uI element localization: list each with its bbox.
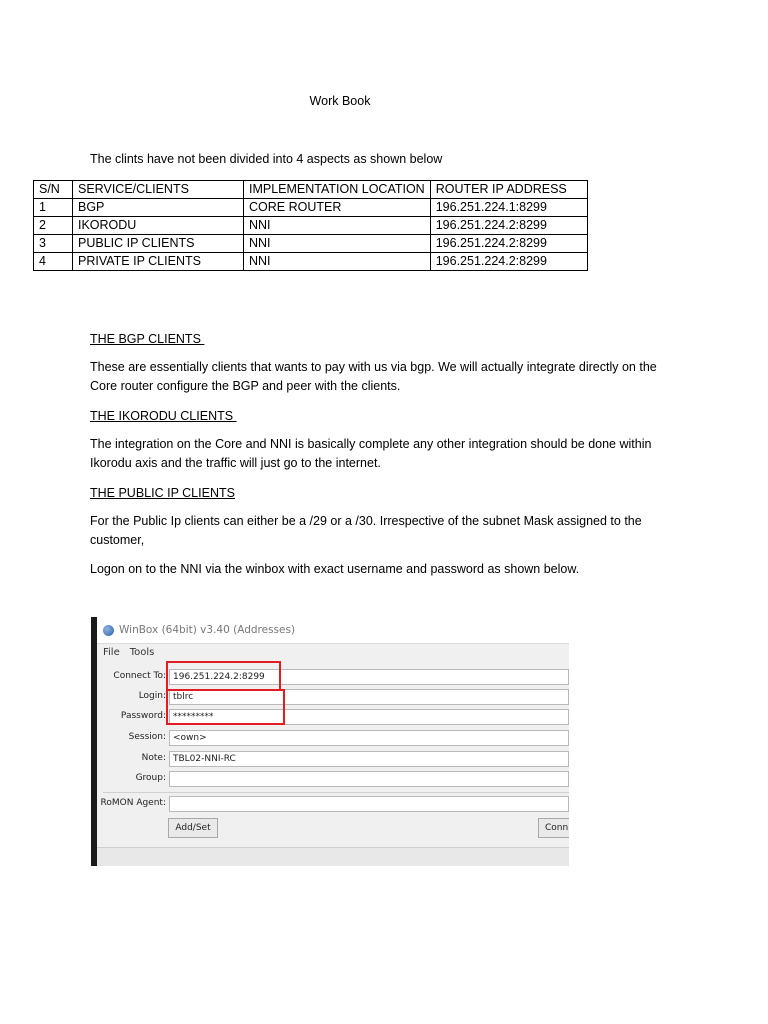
public-heading: THE PUBLIC IP CLIENTS bbox=[90, 486, 235, 500]
cell-sn: 4 bbox=[34, 253, 73, 271]
session-field[interactable]: <own> bbox=[169, 730, 569, 746]
cell-service: IKORODU bbox=[73, 217, 244, 235]
logon-text: Logon on to the NNI via the winbox with exact username and password as shown below. bbox=[90, 562, 580, 576]
menu-tools[interactable]: Tools bbox=[129, 646, 155, 658]
table-row bbox=[34, 253, 588, 271]
cell-location: NNI bbox=[244, 253, 431, 271]
winbox-logo-icon bbox=[103, 625, 114, 636]
header-ip: ROUTER IP ADDRESS bbox=[430, 181, 587, 199]
winbox-statusbar bbox=[97, 847, 569, 866]
add-set-button[interactable]: Add/Set bbox=[168, 818, 218, 838]
winbox-title: WinBox (64bit) v3.40 (Addresses) bbox=[119, 624, 296, 636]
ikorodu-text: The integration on the Core and NNI is basically complete any other integration should be done within Ikorodu axis and the traffic will just go to the internet. bbox=[90, 437, 652, 470]
connect-button[interactable]: Conn bbox=[538, 818, 569, 838]
menu-file[interactable]: File bbox=[103, 646, 120, 658]
bgp-heading: THE BGP CLIENTS bbox=[90, 332, 205, 346]
cell-service: PUBLIC IP CLIENTS bbox=[73, 235, 244, 253]
group-field[interactable] bbox=[169, 771, 569, 787]
connect-to-label: Connect To: bbox=[113, 671, 166, 681]
table-header-row bbox=[34, 181, 588, 199]
public-text: For the Public Ip clients can either be a /29 or a /30. Irrespective of the subnet Mask assigned to the customer, bbox=[90, 514, 642, 547]
cell-ip: 196.251.224.2:8299 bbox=[430, 253, 587, 271]
ikorodu-heading: THE IKORODU CLIENTS bbox=[90, 409, 237, 423]
note-label: Note: bbox=[141, 753, 166, 763]
romon-label: RoMON Agent: bbox=[100, 798, 166, 808]
bgp-text: These are essentially clients that wants to pay with us via bgp. We will actually integrate directly on the Core router configure the BGP and peer with the clients. bbox=[90, 360, 657, 393]
connect-to-field[interactable]: 196.251.224.2:8299 bbox=[169, 669, 569, 685]
cell-ip: 196.251.224.2:8299 bbox=[430, 235, 587, 253]
group-label: Group: bbox=[135, 773, 166, 783]
login-field[interactable]: tblrc bbox=[169, 689, 569, 705]
romon-field[interactable] bbox=[169, 796, 569, 812]
cell-sn: 1 bbox=[34, 199, 73, 217]
cell-location: CORE ROUTER bbox=[244, 199, 431, 217]
header-location: IMPLEMENTATION LOCATION bbox=[244, 181, 431, 199]
page-title: Work Book bbox=[309, 94, 371, 108]
highlight-connect-to bbox=[166, 661, 281, 691]
cell-location: NNI bbox=[244, 217, 431, 235]
session-label: Session: bbox=[128, 732, 166, 742]
login-label: Login: bbox=[138, 691, 166, 701]
winbox-menubar bbox=[97, 644, 569, 660]
cell-sn: 3 bbox=[34, 235, 73, 253]
header-service: SERVICE/CLIENTS bbox=[73, 181, 244, 199]
winbox-separator bbox=[103, 792, 569, 793]
note-field[interactable]: TBL02-NNI-RC bbox=[169, 751, 569, 767]
cell-ip: 196.251.224.1:8299 bbox=[430, 199, 587, 217]
cell-location: NNI bbox=[244, 235, 431, 253]
table-row bbox=[34, 235, 588, 253]
clients-table bbox=[33, 180, 588, 271]
winbox-screenshot bbox=[91, 617, 569, 866]
table-row bbox=[34, 199, 588, 217]
intro-text: The clints have not been divided into 4 aspects as shown below bbox=[90, 152, 443, 166]
cell-sn: 2 bbox=[34, 217, 73, 235]
table-row bbox=[34, 217, 588, 235]
winbox-titlebar bbox=[97, 617, 569, 644]
password-label: Password: bbox=[120, 711, 166, 721]
cell-service: BGP bbox=[73, 199, 244, 217]
header-sn: S/N bbox=[34, 181, 73, 199]
highlight-credentials bbox=[166, 689, 285, 725]
cell-service: PRIVATE IP CLIENTS bbox=[73, 253, 244, 271]
password-field[interactable]: ********* bbox=[169, 709, 569, 725]
cell-ip: 196.251.224.2:8299 bbox=[430, 217, 587, 235]
